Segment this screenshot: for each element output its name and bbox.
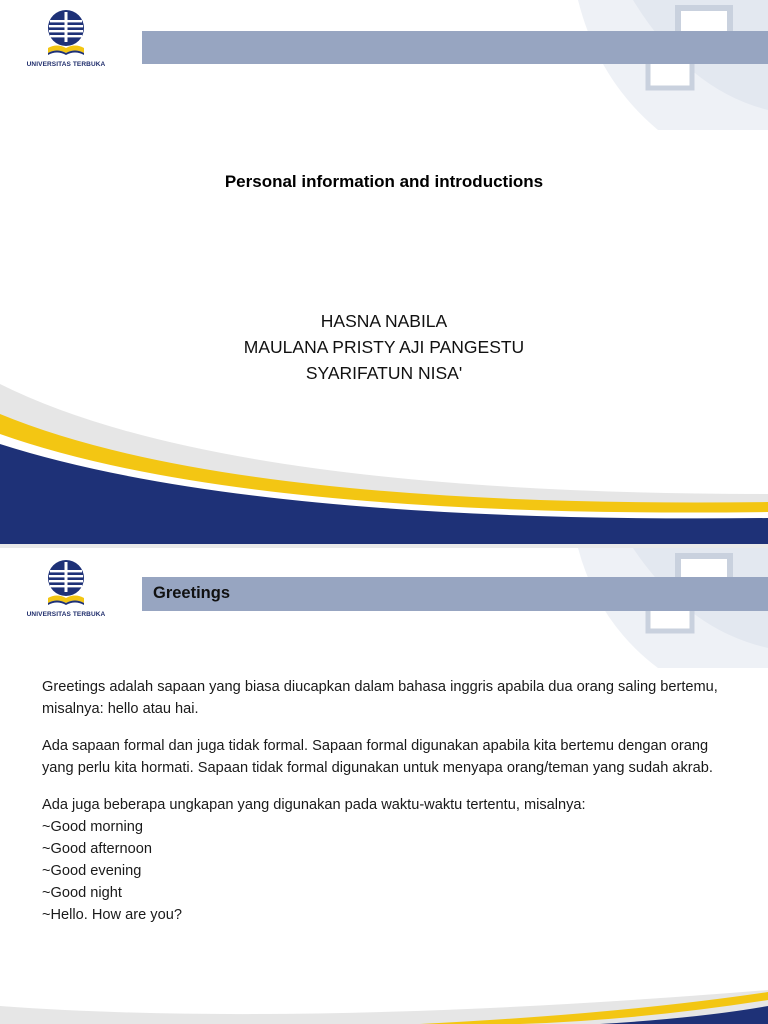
- list-item: ~Good evening: [42, 863, 142, 879]
- slide-body: [42, 676, 732, 926]
- bottom-wave-decoration: [0, 384, 768, 544]
- list-item: ~Good afternoon: [42, 841, 152, 857]
- corner-decoration: [538, 0, 768, 130]
- author-name: MAULANA PRISTY AJI PANGESTU: [243, 337, 525, 357]
- university-logo: [20, 8, 112, 78]
- author-name: HASNA NABILA: [320, 311, 448, 331]
- author-name: SYARIFATUN NISA': [305, 363, 463, 383]
- list-item: ~Good night: [42, 885, 122, 901]
- list-item: ~Good morning: [42, 819, 144, 835]
- university-emblem-icon: [44, 558, 88, 610]
- expressions-block: [42, 794, 732, 926]
- list-item: ~Hello. How are you?: [42, 907, 182, 923]
- section-heading: Greetings: [153, 584, 231, 602]
- author-list: [0, 308, 768, 386]
- logo-caption: UNIVERSITAS TERBUKA: [26, 611, 106, 618]
- header-band: [142, 577, 768, 611]
- paragraph: Ada juga beberapa ungkapan yang digunakan pada waktu-waktu tertentu, misalnya:: [42, 797, 586, 813]
- paragraph: Greetings adalah sapaan yang biasa diucapkan dalam bahasa inggris apabila dua orang saling bertemu, misalnya: hello atau hai.: [42, 679, 718, 717]
- logo-caption: UNIVERSITAS TERBUKA: [26, 61, 106, 68]
- header-band: [142, 31, 768, 64]
- presentation-title: Personal information and introductions: [224, 172, 544, 191]
- greetings-slide: [0, 548, 768, 1024]
- university-logo: [20, 558, 112, 628]
- paragraph: Ada sapaan formal dan juga tidak formal. Sapaan formal digunakan apabila kita bertemu dengan orang yang perlu kita hormati. Sapaan tidak formal digunakan untuk menyapa orang/teman yang sudah akrab.: [42, 738, 713, 776]
- university-emblem-icon: [44, 8, 88, 60]
- bottom-wave-decoration: [0, 984, 768, 1024]
